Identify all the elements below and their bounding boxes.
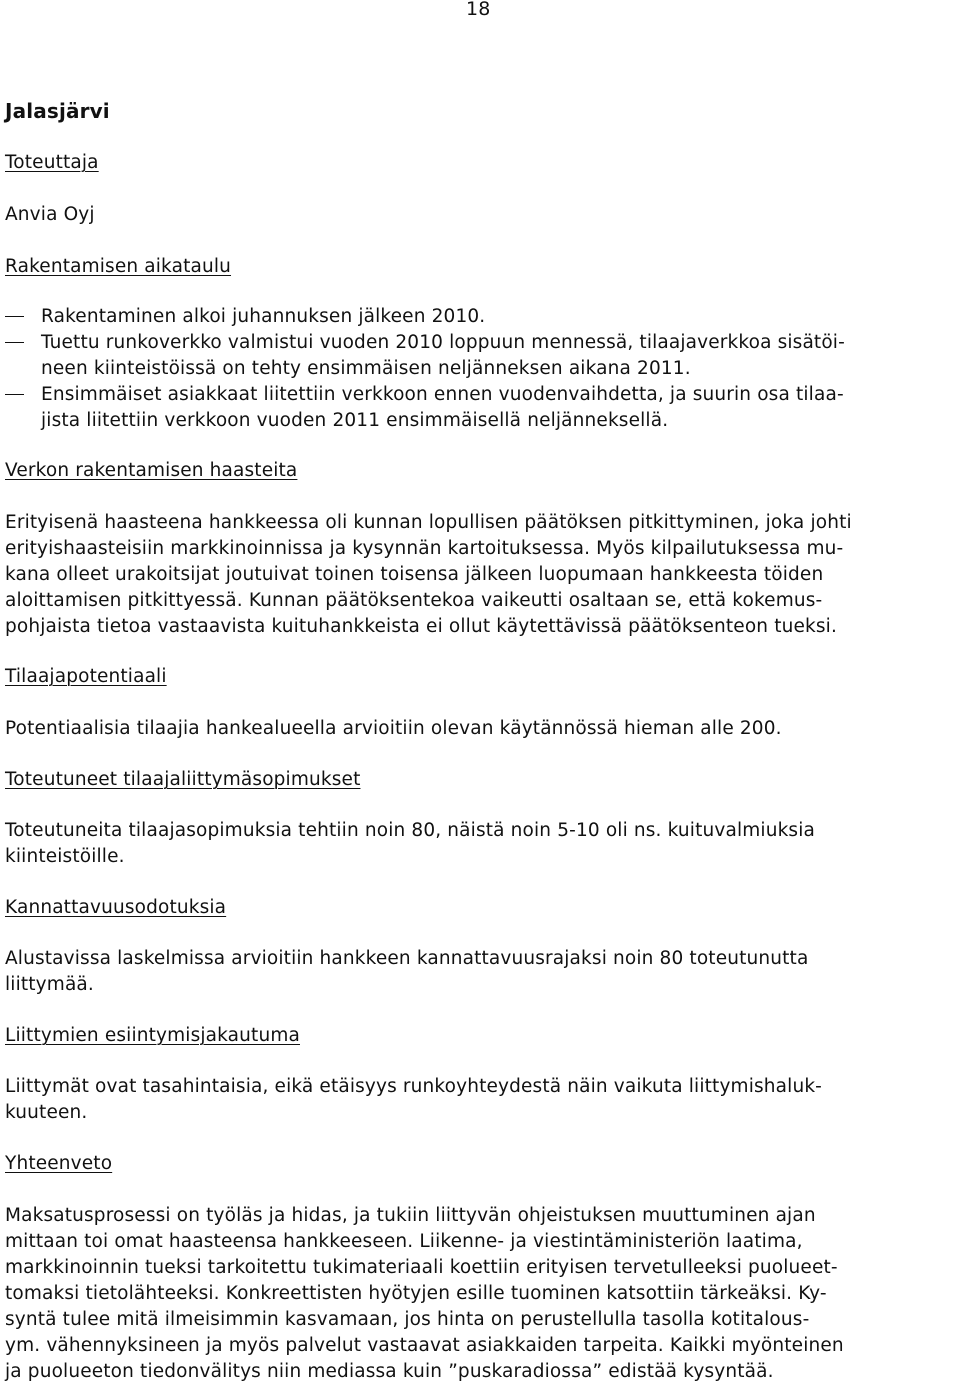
list-item-line: jista liitettiin verkkoon vuoden 2011 ensimmäisellä neljänneksellä. [41,410,669,431]
paragraph-line: Toteutuneita tilaajasopimuksia tehtiin noin 80, näistä noin 5-10 oli ns. kuituvalmiuksia [5,820,816,841]
list-item-line: neen kiinteistöissä on tehty ensimmäisen neljänneksen aikana 2011. [41,358,691,379]
paragraph-line: Liittymät ovat tasahintaisia, eikä etäisyys runkoyhteydestä näin vaikuta liittymishaluk- [5,1076,823,1097]
paragraph-line: Maksatusprosessi on työläs ja hidas, ja tukiin liittyvän ohjeistuksen muuttuminen ajan [5,1205,816,1226]
page-title: Jalasjärvi [5,99,110,123]
list-item-line: Tuettu runkoverkko valmistui vuoden 2010 loppuun mennessä, tilaajaverkkoa sisätöi- [41,332,845,353]
paragraph-line: markkinoinnin tueksi tarkoitettu tukimateriaali koettiin erityisen tervetulleeksi puolueet- [5,1257,838,1278]
paragraph-line: kiinteistöille. [5,846,125,867]
distribution-heading: Liittymien esiintymisjakautuma [5,1025,300,1046]
challenges-paragraph [5,510,960,640]
paragraph-line: ja puolueeton tiedonvälitys niin mediassa kuin ”puskaradiossa” edistää kysyntää. [5,1361,774,1382]
dash-bullet-icon [5,342,24,343]
paragraph-line: pohjaista tietoa vastaavista kuituhankkeista ei ollut käytettävissä päätöksenteon tueksi. [5,616,837,637]
dash-bullet-icon [5,316,24,317]
paragraph-line: erityishaasteisiin markkinoinnissa ja kysynnän kartoituksessa. Myös kilpailutuksessa mu- [5,538,844,559]
feasibility-heading: Kannattavuusodotuksia [5,897,227,918]
challenges-heading: Verkon rakentamisen haasteita [5,460,298,481]
paragraph-line: mittaan toi omat haasteensa hankkeeseen. Liikenne- ja viestintäministeriön laatima, [5,1231,803,1252]
implementer-heading: Toteuttaja [5,152,99,173]
potential-paragraph [5,716,960,742]
feasibility-paragraph [5,946,960,998]
paragraph-line: kana olleet urakoitsijat joutuivat toinen toisensa jälkeen luopumaan hankkeesta töiden [5,564,824,585]
summary-heading: Yhteenveto [5,1153,113,1174]
paragraph-line: syntä tulee mitä ilmeisimmin kasvamaan, jos hinta on perustellulla tasolla kotitalous- [5,1309,810,1330]
schedule-heading: Rakentamisen aikataulu [5,256,232,277]
dash-bullet-icon [5,394,24,395]
paragraph-line: kuuteen. [5,1102,88,1123]
list-item-line: Ensimmäiset asiakkaat liitettiin verkkoon ennen vuodenvaihdetta, ja suurin osa tilaa- [41,384,844,405]
paragraph-line: liittymää. [5,974,94,995]
paragraph-line: Alustavissa laskelmissa arvioitiin hankkeen kannattavuusrajaksi noin 80 toteutunutta [5,948,809,969]
potential-heading: Tilaajapotentiaali [5,666,167,687]
page-number: 18 [466,0,491,20]
paragraph-line: Potentiaalisia tilaajia hankealueella arvioitiin olevan käytännössä hieman alle 200. [5,718,782,739]
contracts-heading: Toteutuneet tilaajaliittymäsopimukset [5,769,361,790]
paragraph-line: aloittamisen pitkittyessä. Kunnan päätöksentekoa vaikeutti osaltaan se, että kokemus- [5,590,823,611]
implementer-value: Anvia Oyj [5,204,95,225]
paragraph-line: Erityisenä haasteena hankkeessa oli kunnan lopullisen päätöksen pitkittyminen, joka johti [5,512,852,533]
paragraph-line: ym. vähennyksineen ja myös palvelut vastaavat asiakkaiden tarpeita. Kaikki myönteinen [5,1335,844,1356]
contracts-paragraph [5,818,960,870]
list-item-line: Rakentaminen alkoi juhannuksen jälkeen 2010. [41,306,486,327]
distribution-paragraph [5,1074,960,1126]
paragraph-line: tomaksi tietolähteeksi. Konkreettisten hyötyjen esille tuominen katsottiin tärkeäksi. Ky- [5,1283,827,1304]
summary-paragraph [5,1203,960,1385]
